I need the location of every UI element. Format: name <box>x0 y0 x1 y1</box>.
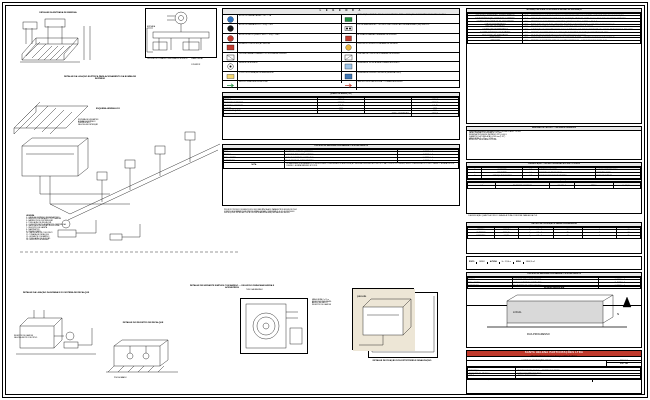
list-item: 6 - VÁLVULA DE RETENÇÃO HORIZONTAL <box>26 225 60 228</box>
col-header: CARGA <box>549 183 574 186</box>
note-label: NOTA: <box>224 163 285 168</box>
cell: SERVIÇO AUTOMOTIVO <box>482 175 523 178</box>
calc-line: PRESSÃO MÍNIMA NO HIDRANTE MAIS DESFAVORÁVEL: 10 mca <box>469 130 521 133</box>
legend-label: CENTRAL DE CONTROLE DO ALARME DE INCÊNDIO <box>357 52 400 55</box>
cell: 144,72 <box>494 235 518 238</box>
cell: 2.364,70 <box>318 103 365 106</box>
cell: — <box>365 105 412 108</box>
info-panel-title: INFORMAÇÕES SOBRE OS SISTEMAS E MEDIDAS DE SEGURANÇA <box>467 9 641 13</box>
areas-table-title: QUADRO DE ÁREAS ( m2 ) <box>223 93 459 97</box>
risk-title: CARGA DE INCÊNDIO ( IT-14 ) <box>467 179 641 183</box>
cell: CLASSE I - A <box>397 160 458 163</box>
cell: — <box>365 111 412 114</box>
label-bomba-incendio: BOMBA DE INCÊNDIO <box>78 120 96 123</box>
calc-line: RESERVA TÉCNICA DE INCÊNDIO (RTI): 6.000 L <box>469 134 507 137</box>
population-title: CÁLCULO DE POPULAÇÃO E SAÍDAS DE EMERGÊNCIA <box>467 223 641 227</box>
list-item: 2 - REGISTRO DE PARALELO TIPO GAVETA <box>26 218 61 221</box>
col-header: POPULAÇÃO <box>553 227 582 230</box>
hydrant-calc-lines <box>467 131 641 143</box>
cell: MÉDIO <box>574 186 613 189</box>
materials-control-right-title: CONTROLE DE MATERIAIS DE ACABAMENTO E REVESTIMENTOS <box>467 273 641 277</box>
legend-label: SENTIDO FINAL DA ROTA DE FUGA <box>239 81 268 84</box>
esquema-legend-title: LEGENDA <box>26 215 35 217</box>
detalhe-entrada-energia-title: DETALHE DA ENTRADA DE ENERGIA <box>39 12 77 14</box>
list-item: 1 - CAIXA DE INCÊNDIO (RESERVATÓRIO) <box>26 216 60 219</box>
cell: LAJE DE CONCRETO / FORRO PVC <box>285 157 398 160</box>
cell: 144,72 <box>318 105 365 108</box>
sheet-number-label: PRANCHA <box>607 361 641 364</box>
cell: TELHA METÁLICA / FIBROCIMENTO <box>512 285 599 288</box>
field-value: SANTA HELENA PARTICIPAÇÕES LTDA <box>516 368 641 371</box>
cell: 1 <box>582 235 617 238</box>
list-item: 12 - HIDRANTE COM ABRIGO <box>26 235 50 238</box>
cell: 48,74 <box>318 108 365 111</box>
cell: 600 MJ/m2 <box>549 186 574 189</box>
areas-table-grid <box>223 97 459 117</box>
cell: 26,80 <box>318 111 365 114</box>
list-item: 3 - BARRILETE DE DISTRIBUIÇÃO <box>26 220 54 223</box>
label-chave-geral: CHAVE GERAL <box>191 58 203 60</box>
cell: CERÂMICA / CIMENTO QUEIMADO <box>512 277 599 280</box>
label-contator: CONTATOR <box>191 64 201 66</box>
calc-line: DIÂMETRO DA TUBULAÇÃO: Ø 63 mm (2.1/2") <box>469 135 506 138</box>
cell: COMÉRCIO EM GERAL <box>539 170 596 173</box>
risk-value: MÉDIO <box>476 262 487 264</box>
area-label: ÁREA <box>513 262 523 264</box>
cell: CLASSE I - A <box>397 152 458 155</box>
cell: ALVENARIA REBOCADA E PINTADA <box>285 155 398 158</box>
col-header: USO <box>496 183 550 186</box>
sheet-number-value: 01 / 02 <box>620 362 628 366</box>
cell: COBERTURA <box>224 160 285 163</box>
col-header: Nº SAÍDAS <box>617 227 641 230</box>
areas-table <box>222 92 460 140</box>
cell: CLASSE II - A <box>599 283 641 286</box>
legend-symbol-luz-emergencia <box>342 24 357 33</box>
table-total-row <box>224 114 459 117</box>
cell-value: IT-10 — MATERIAIS DE ACABAMENTO CONFORME QUADRO AO LADO. CLASSE I - A E II - A <box>523 21 641 24</box>
label-abrigo: ABRIGO METÁLICO <box>312 302 328 305</box>
cell: 1.980,75 <box>318 100 365 103</box>
cell-value: IT-17 — SISTEMA DE HIDRANTES SIMPLES COM MANGUEIRA DE 30 m E ESGUICHO REGULÁVEL Ø 13 mm <box>523 41 641 44</box>
cell: TETO / FORRO <box>468 283 513 286</box>
situacao-drawing <box>467 291 643 339</box>
legend-label: PONTO DE ILUMINAÇÃO DE EMERGÊNCIA <box>239 71 274 74</box>
col-header: ÁREA (m2) <box>494 227 518 230</box>
cell: I-1 <box>523 173 539 176</box>
cell: CLASSE I - A <box>397 155 458 158</box>
legend-label: RESERVA DE TÉCNICA PARA COMBATE A INCÊNDIO <box>357 62 400 65</box>
cell: C-2 <box>523 170 539 173</box>
cell-value: IT-16 — EXTINTORES PORTÁTEIS DISTRIBUÍDOS CONFORME PLANTA — DISTÂNCIA MÁXIMA A PERCORRER 20 m <box>523 38 641 41</box>
title-block-company: SANTA HELENA PARTICIPAÇÕES LTDA <box>467 351 641 357</box>
cell: CLASSE I - A <box>599 285 641 288</box>
field-label: PROPRIETÁRIO / RAZÃO SOCIAL <box>468 368 516 371</box>
legend-label: SENTIDO DE ROTAS DE FUGA — COMBATE A INCÊNDIO <box>357 81 403 84</box>
legend-symbol-sensor <box>223 62 238 71</box>
situacao-title: SITUAÇÃO SEM ESCALA <box>543 287 565 289</box>
height-value: H < 12,00 m <box>499 262 513 264</box>
legend-symbol-extintor-agua <box>223 15 238 24</box>
calc-line: MANGUEIRA: 2 x 15 m — Ø 40 mm <box>469 137 497 140</box>
cell: 79 <box>553 233 582 236</box>
detalhe-ligacao-bomba-title: DETALHE DA LIGAÇÃO DA BOMBA E DO SISTEMA DE RECALQUE <box>22 292 90 294</box>
col-header: DESCRIÇÃO <box>539 167 596 170</box>
table-note-row <box>224 163 459 168</box>
col-header: PAVIMENTO <box>224 97 318 100</box>
classification-grid <box>467 167 641 179</box>
col-header: ALTURA <box>613 183 640 186</box>
risk-label: RISCO <box>469 261 475 264</box>
detalhe-ligacao-eletrica-title: DETALHE DA LIGAÇÃO ELÉTRICA PARA ACIONAMENTO DA BOMBA DE INCÊNDIO <box>64 76 136 81</box>
cell: 1 pessoa / 30 m2 <box>518 233 553 236</box>
field-value: ART Nº 14202100000000 <box>516 376 641 379</box>
cell: H < 12,00 m <box>613 186 640 189</box>
cell: ALVENARIA REBOCADA E PINTADA <box>512 280 599 283</box>
list-item: 14 - REGISTRO DE PASSEIO <box>26 239 49 242</box>
col-header: COEFICIENTE <box>518 227 553 230</box>
cell: 2 <box>582 233 617 236</box>
population-grid <box>467 227 641 239</box>
cell: TÉRREO <box>224 100 318 103</box>
list-item: 13 - TUBULAÇÃO DE SUCÇÃO <box>26 237 51 240</box>
cell-label: BRIGADA DE INCÊNDIO <box>468 27 523 30</box>
detalhe-reservatorio-drawing <box>353 289 415 351</box>
cell: 48,74 <box>412 108 459 111</box>
cell: G <box>468 175 482 178</box>
detalhe-entrada-energia-drawing <box>18 14 98 66</box>
cell: C-2 <box>468 186 496 189</box>
info-panel <box>466 8 642 124</box>
list-item: 4 - TUBULAÇÃO DE RECALQUE <box>26 221 52 224</box>
legend-label: ACIONADOR MANUAL DE ALARME DE INCÊNDIO <box>357 33 397 36</box>
label-piso-acabado: PISO ACABADO <box>114 377 127 379</box>
legend-table <box>222 8 460 88</box>
detalhe-fixacao-extintor-title: DETALHE DE FIXAÇÃO DOS EXTINTORES E SINALIZAÇÃO <box>372 360 432 362</box>
table-row <box>468 41 641 44</box>
col-header: GRUPO <box>468 167 482 170</box>
cell: — <box>365 108 412 111</box>
cell: COBERTURA <box>468 285 513 288</box>
title-block-drawing-title: LEGENDA E INFORMAÇÕES GERAIS <box>521 360 552 363</box>
cell: G-1 <box>523 175 539 178</box>
title-block-fields <box>467 367 641 379</box>
cell-label: COMPARTIMENTAÇÃO HORIZONTAL E VERTICAL <box>468 19 523 22</box>
total-label: TOTAL CONSTRUÍDO <box>224 114 412 117</box>
legend-label: SINALIZAÇÃO VERTICAL TIPO BLOCO AUTÔNOMO PARA ILUMINAÇÃO DE EMERGÊNCIA INDICANDO A SAÍDA <box>357 14 446 17</box>
calc-line: ESGUICHO: REGULÁVEL Ø 13 mm <box>469 139 497 142</box>
col-header: EXEMPLOS <box>596 167 641 170</box>
cell: PAREDE <box>224 155 285 158</box>
cell-value: IT-12 — POPULAÇÃO CALCULADA E LARGURA DAS SAÍDAS CONFORME TABELA. UNIDADE DE PASSAGEM 0,55 m <box>523 24 641 27</box>
legend-label: EXTINTOR CARGA D'ÁGUA — 10 L — 2A <box>239 14 272 17</box>
height-label: ALTURA <box>487 262 499 264</box>
cell: — <box>365 100 412 103</box>
cell-label: EXTINTORES <box>468 38 523 41</box>
label-mangueira: MANGUEIRA 2 x 15 m <box>312 299 330 301</box>
cell: TELHA METÁLICA / FIBROCIMENTO <box>285 160 398 163</box>
legend-title: L E G E N D A <box>223 9 459 15</box>
detalhe-registro-recalque-drawing <box>104 338 184 382</box>
cell: ESTACIONAMENTO <box>596 175 641 178</box>
cell: 1.980,75 <box>494 230 518 233</box>
title-block-scale: SEM ESCALA - ABR 2.963,72 00 1607/887.15 <box>468 379 503 382</box>
cell-value: IT-15 — SISTEMA DE ALARME MANUAL E DETECÇÃO AUTOMÁTICA DE FUMAÇA CONFORME NBR 17240 <box>523 32 641 35</box>
col-header: ÁREA CONSTR. <box>318 97 365 100</box>
legend-symbol-saida-vertical <box>342 15 357 24</box>
cell: TÉRREO <box>468 230 495 233</box>
cell-value: IT-12 — BRIGADA DE INCÊNDIO DIMENSIONADA CONFORME NBR 14276 E IT-12/2017 <box>523 27 641 30</box>
cell: PISO <box>224 152 285 155</box>
label-pressostato: PRESSOSTATO <box>78 122 91 125</box>
field-value: RUA PROGRESSO, Nº 1500 — DISTRITO INDUSTRIAL <box>516 370 641 373</box>
hydrant-calc-title: MEMORIAL DE CÁLCULO — SISTEMA DE HIDRANTES <box>467 127 641 131</box>
cell: MEZANINO / DEPÓSITO <box>224 105 318 108</box>
detalhe-registro-recalque-title: DETALHE DO REGISTRO DE RECALQUE <box>122 322 164 324</box>
cell: 02 <box>617 230 641 233</box>
cell: GUARITA <box>224 108 318 111</box>
svg-text:parede: parede <box>357 294 367 298</box>
cell-label: HIDRANTES <box>468 41 523 44</box>
legend-label: RESERVA DE INCÊNDIO SUPERIOR (RESERVATÓRIO) <box>357 71 401 74</box>
legend-label: EXTINTOR CARGA DE CO2 — 6 Kg — 5B:C <box>239 24 274 27</box>
cell-label: ILUMINAÇÃO DE EMERGÊNCIA <box>468 30 523 33</box>
title-block-project: PROJETO TÉCNICO DE SEGURANÇA CONTRA INCÊNDIO <box>467 357 641 361</box>
risk-summary <box>466 256 642 270</box>
col-header: ÁREA COMPUT. <box>365 97 412 100</box>
area-value: 3.806,11 m2 <box>523 262 537 264</box>
classification-block <box>466 162 642 214</box>
list-item: 8 - MANÔMETRO <box>26 228 40 231</box>
legend-label: DISPOSITIVO SONORO DO ALARME DE INCÊNDIO <box>357 43 399 46</box>
cell: 1 pessoa / 30 m2 <box>518 230 553 233</box>
esquema-hidraulico-title: ESQUEMA HIDRÁULICO <box>96 108 121 110</box>
cell-label: SAÍDAS DE EMERGÊNCIA <box>468 24 523 27</box>
hidrante-notes <box>312 300 352 307</box>
project-note-line: INSTRUÇÕES TÉCNICAS IT-01 A IT-42 EM SUAS ATUALIZAÇÕES MAIS RECENTES. <box>224 212 290 215</box>
col-header: CLASSE <box>397 149 458 152</box>
materials-table-title: CONTROLE DE MATERIAIS DE ACABAMENTO E REVESTIMENTOS <box>223 145 459 149</box>
cell-value: IT-13 — ILUMINAÇÃO DE EMERGÊNCIA TIPO BLOCO AUTÔNOMO COM AUTONOMIA MÍNIMA DE 1 HORA E ATENDIMENTO À NBR 10898 <box>523 30 641 33</box>
cell: 1 pessoa / 30 m2 <box>518 235 553 238</box>
label-esguicho: ESGUICHO REGULÁVEL <box>312 300 332 303</box>
legend-symbol-rota-fuga <box>223 81 238 90</box>
cell-value: IT-06 — VIA DE ACESSO EXISTENTE COM LARGURA MÍNIMA DE 6,00 m E ALTURA LIVRE 4,50 m <box>523 13 641 16</box>
detalhe-reservatorio <box>352 288 414 350</box>
cell: CERÂMICA / CIMENTO QUEIMADO <box>285 152 398 155</box>
legend-label: HIDRANTE COM EXPEDIÇÃO SIMPLES <box>239 43 271 46</box>
table-row <box>468 235 641 238</box>
risk-grid <box>467 182 641 188</box>
table-row <box>468 186 641 189</box>
cell: CLASSE I - A <box>599 280 641 283</box>
cell: INDUSTRIAL <box>482 173 523 176</box>
label-sistema-hidrantes: SISTEMA DE HIDRANTES <box>78 119 99 121</box>
title-block-date: JUNHO / 2021 <box>592 380 641 382</box>
legend-symbol-central <box>223 53 238 62</box>
label-valvula-pe: VÁLVULA DE PÉ COM CRIVO <box>14 336 38 339</box>
esquema-legend-list <box>26 216 90 242</box>
col-header: LOCAL <box>224 149 285 152</box>
cell: — <box>365 103 412 106</box>
cell: CASA DE MÁQUINAS <box>224 111 318 114</box>
legend-label: LUZ DE EMERGÊNCIA — TIPO BLOCO AUTÔNOMO AUTONOMIA MÍNIMA 1 (UM) MINUTOS <box>357 23 430 26</box>
label-tubo-galvanizado: TUBO GALVANIZADO <box>246 289 263 291</box>
cell: 2.364,70 <box>494 233 518 236</box>
legend-symbol-central-alarme <box>342 53 357 62</box>
note-text: OS MATERIAIS DE ACABAMENTO E REVESTIMENTO EMPREGADOS NA EDIFICAÇÃO DEVERÃO ATENDER AO DISPOSTO NA IT-10/2019 DO CBMMG, SENDO CLASSIFICADOS COMO CLASSE II - A PARA PISOS E CLASSE I - A PARA PAREDES E TETOS. <box>285 163 459 168</box>
cell-label: SINALIZAÇÃO DE EMERGÊNCIA <box>468 35 523 38</box>
cell: GARAGEM SEM ABASTECIMENTO <box>539 175 596 178</box>
col-header: ÁREA TOTAL <box>412 97 459 100</box>
cell: 02 <box>617 233 641 236</box>
label-central-bomba: CENTRAL DE COMANDO DA BOMBA DE INCÊNDIO <box>147 58 188 60</box>
legend-symbol-extintor-co2 <box>223 24 238 33</box>
cell-label: ALARME E DETECÇÃO DE INCÊNDIO <box>468 32 523 35</box>
cell: ARMAZÉM GERAL <box>596 173 641 176</box>
cell: TETO / FORRO <box>224 157 285 160</box>
cell: PAVIMENTO SUPERIOR <box>224 103 318 106</box>
label-entrada: ENTRADA <box>147 26 156 28</box>
cell-value: IT-07 — ESTRUTURA DE CONCRETO ARMADO E ESTRUTURA METÁLICA COM TRRF CONFORME ÁREA "X" DA EDIFICAÇÃO <box>523 16 641 19</box>
list-item: 11 - TOMADA DE RECALQUE <box>26 234 49 237</box>
cell: 2 <box>582 230 617 233</box>
svg-text:LOCAL: LOCAL <box>513 310 522 314</box>
materials-table-grid <box>223 149 459 169</box>
legend-symbol-sirene <box>342 43 357 52</box>
col-header: PAVIMENTO <box>468 227 495 230</box>
cell: PAREDE <box>468 280 513 283</box>
cell: PISO <box>468 277 513 280</box>
col-header: UN. PASSAGEM <box>582 227 617 230</box>
col-header: OCUPAÇÃO <box>482 167 523 170</box>
label-valvula-retencao: VÁLVULA DE RETENÇÃO <box>78 124 99 127</box>
project-note <box>224 210 458 215</box>
cell: INDÚSTRIA / DEPÓSITO <box>496 186 550 189</box>
svg-text:RUA PROGRESSO: RUA PROGRESSO <box>527 332 550 336</box>
detalhe-hidrante-title: DETALHE DE HIDRANTE SIMPLES COM ABRIGO — ESGUICHO PARA MANGUEIRA E ACESSÓRIOS <box>189 285 275 290</box>
classification-note: CLASSIFICAÇÃO QUANTO AO RISCO / ÁREA E ALTURA CONFORME TABELAS DA IT-01 <box>468 215 538 217</box>
situacao-sem-escala <box>466 286 642 348</box>
field-label: RESPONSÁVEL TÉCNICO <box>468 373 516 376</box>
cell: COMERCIAL <box>482 170 523 173</box>
detalhe-entrada-energia <box>18 12 98 74</box>
legend-symbol-extintor-pqs <box>223 34 238 43</box>
cell: 1.980,75 <box>412 100 459 103</box>
title-block <box>466 350 642 394</box>
sistema-hidrantes-notes <box>78 120 124 127</box>
legend-symbol-reservatorio <box>342 72 357 81</box>
field-value: MARCOS ANTÔNIO ANDRADE <box>516 373 641 376</box>
ligacao-bomba-labels <box>14 336 58 339</box>
cell-value: IT-08 — EDIFICAÇÃO ISENTA CONFORME ÁREA E OCUPAÇÃO. PAREDES CORTA-FOGO E SELAGEM DOS SHAFTS VERTICAIS <box>523 19 641 22</box>
legend-symbol-rota-combate <box>342 81 357 90</box>
legend-symbol-iluminacao <box>223 72 238 81</box>
svg-text:N: N <box>617 311 620 316</box>
population-block <box>466 222 642 254</box>
project-note-line: CORPO DE BOMBEIROS MILITAR DE MINAS GERAIS CONFORME D. E. Nº 44.270/2006 E <box>224 210 295 213</box>
info-panel-grid <box>467 13 641 44</box>
total-value: 3.806,11 <box>412 114 459 117</box>
project-note-line: PROJETO TÉCNICO DESENVOLVIDO EM OBEDIÊNCIA AOS PARÂMETROS EXIGIDOS PELO <box>224 209 298 211</box>
cell: 01 <box>617 235 641 238</box>
cell-value: IT-15 — SINALIZAÇÃO DE EMERGÊNCIA CONFORME NBR 13434 E IT-15/2019 <box>523 35 641 38</box>
cell-label: CONTROLE DE MATERIAIS DE ACABAMENTO <box>468 21 523 24</box>
cell: SUPERIOR <box>468 233 495 236</box>
calc-line: VAZÃO MÍNIMA POR HIDRANTE: 70 L/min <box>469 132 502 135</box>
materials-table <box>222 144 460 206</box>
cell: 26,80 <box>412 111 459 114</box>
field-label: ENDEREÇO <box>468 370 516 373</box>
cell: 66 <box>553 230 582 233</box>
field-label: CREA <box>468 376 516 379</box>
legend-label: EXTINTOR DE PÓ QUÍMICO SECO — 4 Kg — 20B:C <box>239 33 280 36</box>
col-header: DIVISÃO <box>523 167 539 170</box>
detalhe-ligacao-eletrica-drawing <box>145 8 217 58</box>
cell: C <box>468 170 482 173</box>
legend-label: SENSOR DE INCÊNDIO <box>239 62 258 65</box>
list-item: 5 - CONJUNTO MOTO-BOMBA TIPO CENTRÍFUGA <box>26 223 66 226</box>
col-header: OCUPAÇÃO <box>468 183 496 186</box>
cell-label: SEGURANÇA ESTRUTURAL CONTRA INCÊNDIO <box>468 16 523 19</box>
cell: CLASSE I - A <box>599 277 641 280</box>
legend-label: CENTRAL PARA ACIONAMENTO DO SISTEMA DE INCÊNDIO <box>239 52 287 55</box>
list-item: 7 - REGISTRO DE GAVETA <box>26 227 48 230</box>
cell: CLASSE II - A <box>397 157 458 160</box>
cell-label: ACESSO DE VIATURAS NA EDIFICAÇÃO <box>468 13 523 16</box>
col-header: GRAU DE RISCO <box>574 183 613 186</box>
legend-symbol-hidrante <box>223 43 238 52</box>
label-registro-2: REGISTRO DE GAVETA <box>312 304 331 307</box>
cell: 144,72 <box>412 105 459 108</box>
cell: 2.364,70 <box>412 103 459 106</box>
list-item: 9 - PRESSOSTATO <box>26 230 41 233</box>
legend-symbol-reserva-tecnica <box>342 62 357 71</box>
col-header: MATERIAL <box>285 149 398 152</box>
hydrant-calc-block <box>466 126 642 160</box>
cell: MEZANINO <box>468 235 495 238</box>
classification-title: CLASSIFICAÇÃO — DECRETO ESTADUAL 44.270/06 e IT-01/2019 <box>467 163 641 167</box>
list-item: 10 - VÁLVULA DE PÉ COM CRIVO <box>26 232 53 235</box>
cell: 05 <box>553 235 582 238</box>
detalhe-ligacao-eletrica <box>145 8 217 76</box>
cell: I <box>468 173 482 176</box>
legend-symbol-acionador <box>342 34 357 43</box>
detalhe-hidrante-drawing <box>240 298 308 354</box>
cell: LOJA DE DEPARTAMENTO <box>596 170 641 173</box>
cell: DEPÓSITO DE BAIXO RISCO <box>539 173 596 176</box>
cell: LAJE DE CONCRETO / FORRO PVC <box>512 283 599 286</box>
label-registro: REGISTRO DE GAVETA <box>14 335 33 337</box>
